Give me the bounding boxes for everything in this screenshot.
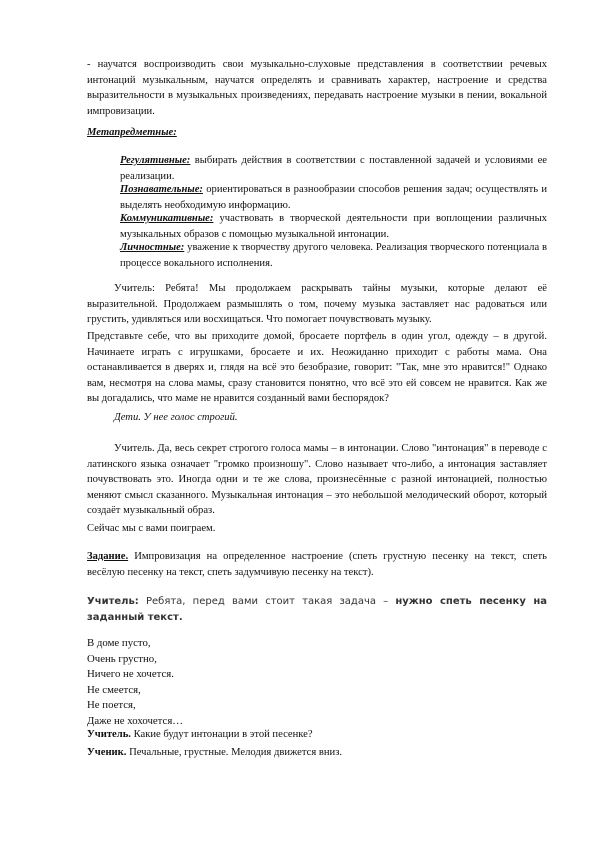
teacher-task-text: Ребята, перед вами стоит такая задача – [138,596,396,607]
answer-text: Печальные, грустные. Мелодия движется вниз. [126,747,343,758]
teacher-task-paragraph [87,594,547,625]
teacher-task-label: Учитель: [87,596,139,607]
meta-label-personal: Личностные: [120,242,185,253]
imagine-paragraph: Представьте себе, что вы приходите домой, бросаете портфель в один угол, одежду – в другой. Начинаете играть с игрушками, бросаете и их. Неожиданно приходит с работы мама. Она останавливается в дверях и, глядя на всё это безобразие, говорит: "Так, мне это нравится!" Однако вам, несмотря на слова мамы, сразу становится понятно, что всё это ей совсем не нравится. Как же вы догадались, что маме не нравится созданный вами беспорядок? [87,331,547,405]
meta-item-regulative [120,153,547,184]
teacher-task-bold: нужно спеть песенку на заданный текст. [87,596,547,623]
answer-line [87,745,547,761]
poem-line: Даже не хохочется… [87,714,184,727]
meta-label-regulative: Регулятивные: [120,155,191,166]
poem-line: Не смеется, [87,683,141,696]
meta-item-personal [120,240,547,271]
meta-label-cognitive: Познавательные: [120,184,203,195]
meta-item-cognitive [120,182,547,213]
teacher-intonation-paragraph: Учитель. Да, весь секрет строгого голоса мамы – в интонации. Слово "интонация" в переводе с латинского языка означает "громко произношу". Слово называет что-либо, а интонация заставляет почувствовать это. Иногда одни и те же слова, произнесённые с разной интонацией, полностью меняют смысл сказанного. Музыкальная интонация – это небольшой мелодический оборот, который создаёт музыкальный образ. [87,443,547,517]
meta-heading-label: Метапредметные: [87,127,177,138]
intro-paragraph: - научатся воспроизводить свои музыкально-слуховые представления в соответствии речевых интонаций музыкальным, научатся определять и сравнивать характер, настроение и средства выразительности в музыкальных произведениях, передавать настроение музыки в пении, вокальной импровизации. [87,59,547,117]
meta-text-regulative: выбирать действия в соответствии с поставленной задачей и условиями ее реализации. [120,155,547,182]
answer-label: Ученик. [87,747,127,758]
meta-heading [87,125,547,141]
task-label: Задание. [87,551,129,562]
question-line [87,727,547,743]
poem [87,636,183,730]
meta-item-communicative [120,211,547,242]
meta-text-cognitive: ориентироваться в разнообразии способов решения задач; осуществлять и выделять необходимую информацию. [120,184,547,211]
meta-label-communicative: Коммуникативные: [120,213,214,224]
poem-line: Ничего не хочется. [87,668,174,681]
poem-line: В доме пусто, [87,637,151,649]
task-text: Импровизация на определенное настроение (спеть грустную песенку на текст, спеть весёлую песенку на текст, спеть задумчивую песенку на текст). [87,551,547,578]
question-text: Какие будут интонации в этой песенке? [130,729,313,740]
children-answer: Дети. У нее голос строгий. [114,412,238,423]
question-label: Учитель. [87,729,131,740]
play-line: Сейчас мы с вами поиграем. [87,523,216,534]
poem-line: Очень грустно, [87,652,157,665]
meta-text-communicative: участвовать в творческой деятельности при воплощении различных музыкальных образов с помощью музыкальной интонации. [120,213,547,240]
poem-line: Не поется, [87,699,136,712]
meta-text-personal: уважение к творчеству другого человека. Реализация творческого потенциала в процессе вокального исполнения. [120,242,547,269]
teacher-intro-paragraph: Учитель: Ребята! Мы продолжаем раскрывать тайны музыки, которые делают её выразительной. Продолжаем размышлять о том, почему музыка заставляет нас радоваться или грустить, удивляться или восхищаться. Что помогает почувствовать музыку. [87,283,547,326]
task-paragraph [87,549,547,580]
